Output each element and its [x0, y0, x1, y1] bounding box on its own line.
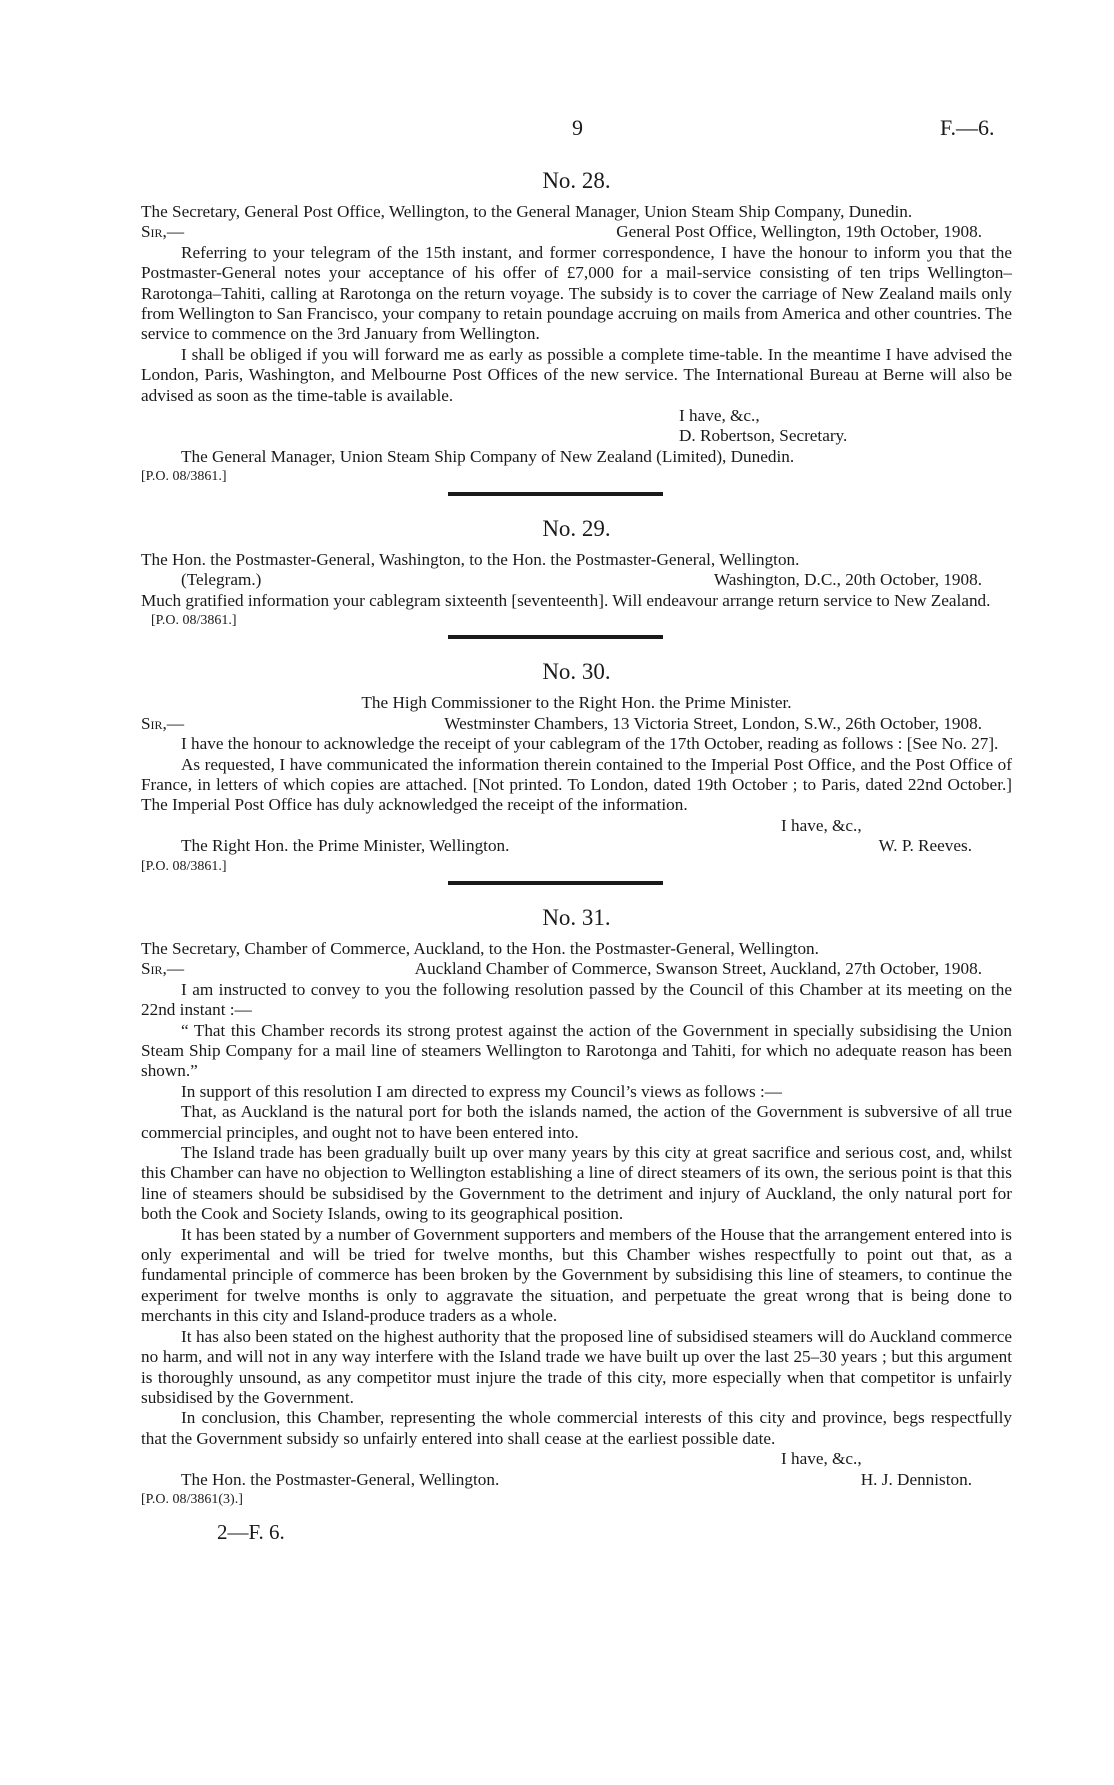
section-title: No. 30. — [542, 659, 611, 685]
letter-address: General Post Office, Wellington, 19th October, 1908. — [616, 222, 982, 242]
salutation-row — [141, 714, 1012, 734]
section-title: No. 31. — [542, 904, 611, 930]
section-title: No. 28. — [542, 168, 611, 193]
paragraph: I have the honour to acknowledge the receipt of your cablegram of the 17th October, reading as follows : [See No. 27]. — [181, 734, 999, 754]
signature-row — [141, 1470, 1012, 1490]
section-no-30 — [141, 657, 1012, 885]
paragraph: That, as Auckland is the natural port for both the islands named, the action of the Government is subversive of all true commercial principles, and ought not to have been entered into. — [141, 1102, 1012, 1142]
signature: D. Robertson, Secretary. — [679, 426, 848, 446]
paragraph: I am instructed to convey to you the following resolution passed by the Council of this Chamber at its meeting on the 22nd instant :— — [141, 979, 1012, 1020]
paragraph: It has been stated by a number of Government supporters and members of the House that the arrangement entered into is only experimental and will be tried for twelve months, but this Chamber wishes respectfully to point out that, as a fundamental principle of commerce has been broken by the Government by subsidising this line of steamers, to continue the experiment for twelve months is only to aggravate the situation, and perpetuate the great wrong that is being done to merchants in this city and Island-produce traders as a whole. — [141, 1224, 1012, 1326]
addressee: The Right Hon. the Prime Minister, Wellington. — [181, 836, 510, 856]
letter-address: Westminster Chambers, 13 Victoria Street, London, S.W., 26th October, 1908. — [444, 713, 982, 733]
telegram-row — [141, 570, 1012, 590]
addressee: The General Manager, Union Steam Ship Company of New Zealand (Limited), Dunedin. — [181, 446, 795, 466]
section-no-31 — [141, 903, 1012, 1543]
salutation: Sir,— — [141, 222, 185, 242]
file-reference: [P.O. 08/3861.] — [141, 858, 227, 874]
section-heading: The Secretary, General Post Office, Wellington, to the General Manager, Union Steam Ship Company, Dunedin. — [141, 202, 913, 221]
letter-address: Washington, D.C., 20th October, 1908. — [713, 570, 982, 590]
closing: I have, &c., — [679, 406, 760, 426]
page-reference: F.—6. — [940, 115, 995, 140]
section-heading: The Secretary, Chamber of Commerce, Auckland, to the Hon. the Postmaster-General, Wellington. — [141, 938, 819, 958]
closing: I have, &c., — [781, 1449, 862, 1469]
salutation-row — [141, 959, 1012, 979]
signature: H. J. Denniston. — [860, 1469, 972, 1489]
salutation-row — [141, 222, 1012, 242]
section-heading: The Hon. the Postmaster-General, Washington, to the Hon. the Postmaster-General, Wellington. — [141, 549, 800, 569]
section-divider — [448, 635, 663, 639]
page-footer: 2—F. 6. — [217, 1520, 285, 1545]
file-reference: [P.O. 08/3861.] — [141, 469, 227, 485]
section-heading: The High Commissioner to the Right Hon. the Prime Minister. — [361, 693, 792, 713]
section-no-29 — [141, 514, 1012, 640]
paragraph: I shall be obliged if you will forward me as early as possible a complete time-table. In the meantime I have advised the London, Paris, Washington, and Melbourne Post Offices of the new service. The International Bureau at Berne will also be advised as soon as the time-table is available. — [141, 344, 1012, 405]
section-no-28 — [141, 166, 1012, 496]
paragraph: The Island trade has been gradually built up over many years by this city at great sacrifice and serious cost, and, whilst this Chamber can have no objection to Wellington establishing a line of direct steamers of its own, the serious point is that this line of steamers should be subsidised by the Government to the detriment and injury of Auckland, the only natural port for both the Cook and Society Islands, owing to its geographical position. — [141, 1143, 1012, 1224]
section-divider — [448, 492, 663, 496]
salutation: Sir,— — [141, 959, 185, 979]
paragraph: It has also been stated on the highest authority that the proposed line of subsidised steamers will do Auckland commerce no harm, and will not in any way interfere with the Island trade we have built up over the last 25–30 years ; but this argument is thoroughly unsound, as any competitor must injure the trade of this city, more especially when that competitor is unfairly subsidised by the Government. — [141, 1326, 1012, 1407]
closing: I have, &c., — [781, 815, 862, 835]
file-reference: [P.O. 08/3861.] — [151, 612, 237, 628]
resolution-quote: “ That this Chamber records its strong protest against the action of the Government in specially subsidising the Union Steam Ship Company for a mail line of steamers Wellington to Rarotonga and Tahiti, for which no adequate reason has been shown.” — [141, 1020, 1012, 1081]
letter-address: Auckland Chamber of Commerce, Swanson Street, Auckland, 27th October, 1908. — [414, 959, 982, 979]
paragraph: As requested, I have communicated the information therein contained to the Imperial Post Office, and the Post Office of France, in letters of which copies are attached. [Not printed. To London, dated 19th October ; to Paris, dated 22nd October.] The Imperial Post Office has duly acknowledged the receipt of the information. — [141, 754, 1012, 815]
file-reference: [P.O. 08/3861(3).] — [141, 1491, 243, 1507]
paragraph: Referring to your telegram of the 15th instant, and former correspondence, I have the honour to inform you that the Postmaster-General notes your acceptance of his offer of £7,000 for a mail-service consisting of ten trips Wellington–Rarotonga–Tahiti, calling at Rarotonga on the return voyage. The subsidy is to cover the carriage of New Zealand mails only from Wellington to San Francisco, your company to retain poundage accruing on mails from America and other countries. The service to commence on the 3rd January from Wellington. — [141, 242, 1012, 344]
section-title: No. 29. — [542, 515, 611, 541]
page-content — [141, 166, 1012, 1543]
salutation: Sir,— — [141, 713, 185, 733]
signature: W. P. Reeves. — [878, 836, 972, 856]
telegram-body: Much gratified information your cablegram sixteenth [seventeenth]. Will endeavour arrange return service to New Zealand. — [141, 590, 991, 610]
addressee: The Hon. the Postmaster-General, Wellington. — [181, 1469, 500, 1489]
page-number: 9 — [572, 115, 583, 140]
signature-row — [141, 836, 1012, 856]
telegram-label: (Telegram.) — [181, 570, 262, 590]
paragraph: In support of this resolution I am directed to express my Council’s views as follows :— — [181, 1081, 782, 1101]
section-divider — [448, 881, 663, 885]
paragraph: In conclusion, this Chamber, representing the whole commercial interests of this city and province, begs respectfully that the Government subsidy so unfairly entered into shall cease at the earliest possible date. — [141, 1408, 1012, 1448]
